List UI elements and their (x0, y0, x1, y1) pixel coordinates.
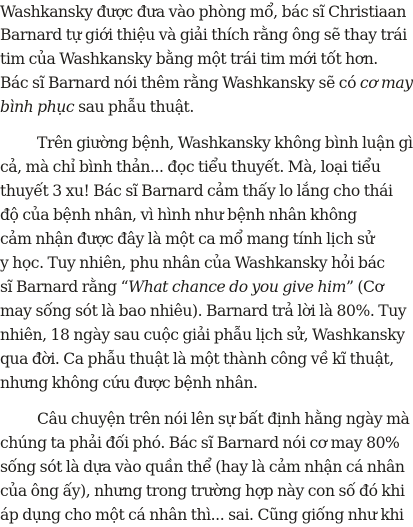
text-line (0, 179, 393, 203)
line-text: cảm nhận được đây là một ca mổ mang tính lịch sử (0, 230, 375, 248)
line-text: Barnard tự giới thiệu và giải thích rằng ông sẽ thay trái (0, 26, 407, 44)
line-text: y học. Tuy nhiên, phu nhân của Washkansky hỏi bác (0, 254, 385, 272)
italic-text: What chance do you give him (128, 278, 346, 296)
line-text: sống sót là dựa vào quần thể (hay là cảm nhận cá nhân (0, 458, 405, 476)
text-line (0, 299, 406, 323)
text-line (0, 95, 194, 119)
text-line (0, 155, 380, 179)
text-line (0, 203, 357, 227)
text-line (0, 0, 406, 24)
text-line (0, 47, 378, 71)
text-line (0, 275, 383, 299)
text-line (0, 71, 413, 95)
line-text: thuyết 3 xu! Bác sĩ Barnard cảm thấy lo lắng cho thái (0, 182, 393, 200)
text-line (0, 227, 374, 251)
line-text: nhiên, 18 ngày sau cuộc giải phẫu lịch sử, Washkansky (0, 326, 405, 344)
text-line (0, 371, 258, 395)
line-text: cả, mà chỉ bình thản... đọc tiểu thuyết. Mà, loại tiểu (0, 158, 381, 176)
text-line (37, 407, 409, 431)
line-text: Câu chuyện trên nói lên sự bất định hằng ngày mà (37, 410, 410, 428)
line-text: sau phẫu thuật. (74, 98, 194, 116)
text-line (0, 23, 407, 47)
line-text: may sống sót là bao nhiêu). Barnard trả lời là 80%. Tuy (0, 302, 407, 320)
line-text: của ông ấy), nhưng trong trường hợp này con số đó khi (0, 482, 405, 500)
line-text: qua đời. Ca phẫu thuật là một thành công về kĩ thuật, (0, 350, 394, 368)
text-line (0, 323, 405, 347)
text-line (0, 455, 405, 479)
text-line (0, 347, 394, 371)
line-text: nhưng không cứu được bệnh nhân. (0, 374, 258, 392)
line-text: ” (Cơ (345, 278, 384, 296)
line-text: Trên giường bệnh, Washkansky không bình luận gì (37, 134, 413, 152)
line-text: áp dụng cho một cá nhân thì... sai. Cũng giống như khi (0, 506, 404, 524)
line-text: chúng ta phải đối phó. Bác sĩ Barnard nói cơ may 80% (0, 434, 400, 452)
text-line (0, 479, 405, 503)
text-line (0, 251, 385, 275)
line-text: tim của Washkansky bằng một trái tim mới tốt hơn. (0, 50, 378, 68)
text-line (0, 431, 399, 455)
line-text: Washkansky được đưa vào phòng mổ, bác sĩ Christiaan (0, 3, 406, 21)
text-line (37, 131, 413, 155)
text-line (0, 503, 404, 527)
line-text: sĩ Barnard rằng “ (0, 278, 129, 296)
italic-text: bình phục (0, 98, 75, 116)
italic-text: cơ may (359, 74, 413, 92)
line-text: Bác sĩ Barnard nói thêm rằng Washkansky sẽ có (0, 74, 360, 92)
line-text: độ của bệnh nhân, vì hình như bệnh nhân không (0, 206, 357, 224)
